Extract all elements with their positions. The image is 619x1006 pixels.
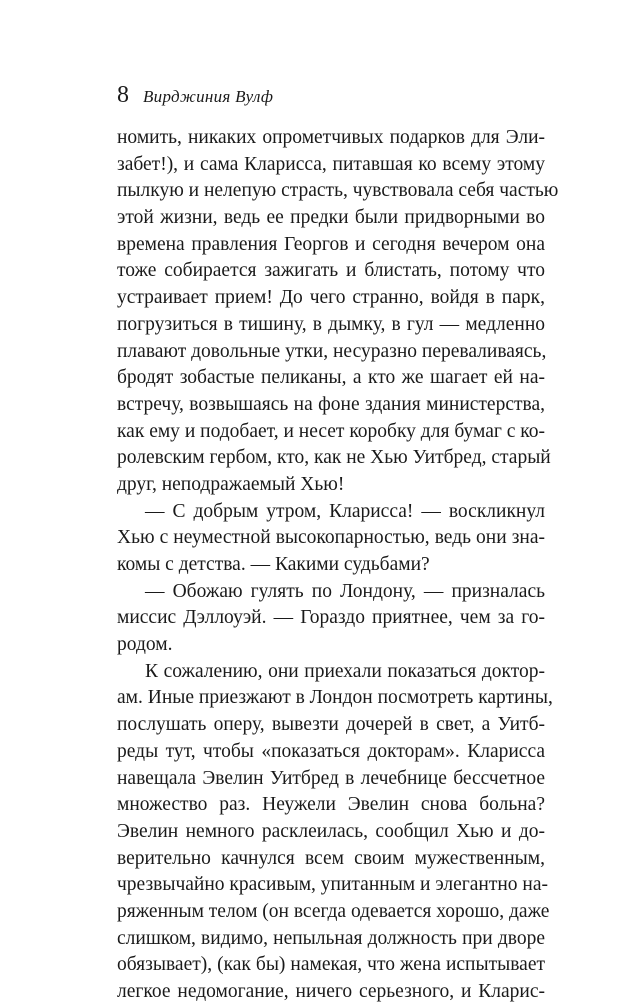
text-line: забет!), и сама Кларисса, питавшая ко всему этому <box>117 153 545 175</box>
text-line: чрезвычайно красивым, упитанным и элегантно на- <box>117 874 548 896</box>
text-line: ам. Иные приезжают в Лондон посмотреть картины, <box>117 687 553 709</box>
text-line: устраивает прием! До чего странно, войдя в парк, <box>117 287 545 309</box>
text-line: верительно качнулся всем своим мужественным, <box>117 847 545 869</box>
text-line: ролевским гербом, кто, как не Хью Уитбред, старый <box>117 447 551 469</box>
text-line: слишком, видимо, непыльная должность при дворе <box>117 927 545 949</box>
text-line: Хью с неуместной высокопарностью, ведь они зна- <box>117 527 545 549</box>
text-line: реды тут, чтобы «показаться докторам». Кларисса <box>117 740 545 762</box>
text-line: навещала Эвелин Уитбред в лечебнице бессчетное <box>117 767 545 789</box>
text-line: бродят зобастые пеликаны, а кто же шагает ей на- <box>117 367 545 389</box>
text-line: встречу, возвышаясь на фоне здания министерства, <box>117 393 545 415</box>
text-line: К сожалению, они приехали показаться доктор- <box>145 660 545 682</box>
text-line: обязывает), (как бы) намекая, что жена испытывает <box>117 954 545 976</box>
text-line: миссис Дэллоуэй. — Гораздо приятнее, чем за го- <box>117 607 545 629</box>
text-line: тоже собирается зажигать и блистать, потому что <box>117 260 545 282</box>
text-line: пылкую и нелепую страсть, чувствовала себя частью <box>117 180 559 202</box>
text-line: друг, неподражаемый Хью! <box>117 473 345 495</box>
page-number: 8 <box>117 82 129 108</box>
page-header <box>117 82 273 109</box>
text-line: времена правления Георгов и сегодня вечером она <box>117 233 545 255</box>
running-head: Вирджиния Вулф <box>143 87 274 106</box>
text-line: — Обожаю гулять по Лондону, — призналась <box>145 580 545 602</box>
text-line: комы с детства. — Какими судьбами? <box>117 554 430 575</box>
text-line: родом. <box>117 634 173 656</box>
text-line: — С добрым утром, Кларисса! — воскликнул <box>145 500 545 522</box>
text-line: номить, никаких опрометчивых подарков для Эли- <box>117 127 545 148</box>
text-line: ряженным телом (он всегда одевается хорошо, даже <box>117 900 550 922</box>
body-text <box>117 125 559 1006</box>
text-line: послушать оперу, вывезти дочерей в свет, а Уитб- <box>117 714 545 736</box>
text-line: этой жизни, ведь ее предки были придворными во <box>117 207 545 229</box>
text-line: Эвелин немного расклеилась, сообщил Хью и до- <box>117 820 545 842</box>
text-line: как ему и подобает, и несет коробку для бумаг с ко- <box>117 420 545 442</box>
text-line: множество раз. Неужели Эвелин снова больна? <box>117 794 545 816</box>
text-line: легкое недомогание, ничего серьезного, и Кларис- <box>117 981 545 1002</box>
text-line: погрузиться в тишину, в дымку, в гул — медленно <box>117 313 545 335</box>
text-line: плавают довольные утки, несуразно переваливаясь, <box>117 340 547 362</box>
